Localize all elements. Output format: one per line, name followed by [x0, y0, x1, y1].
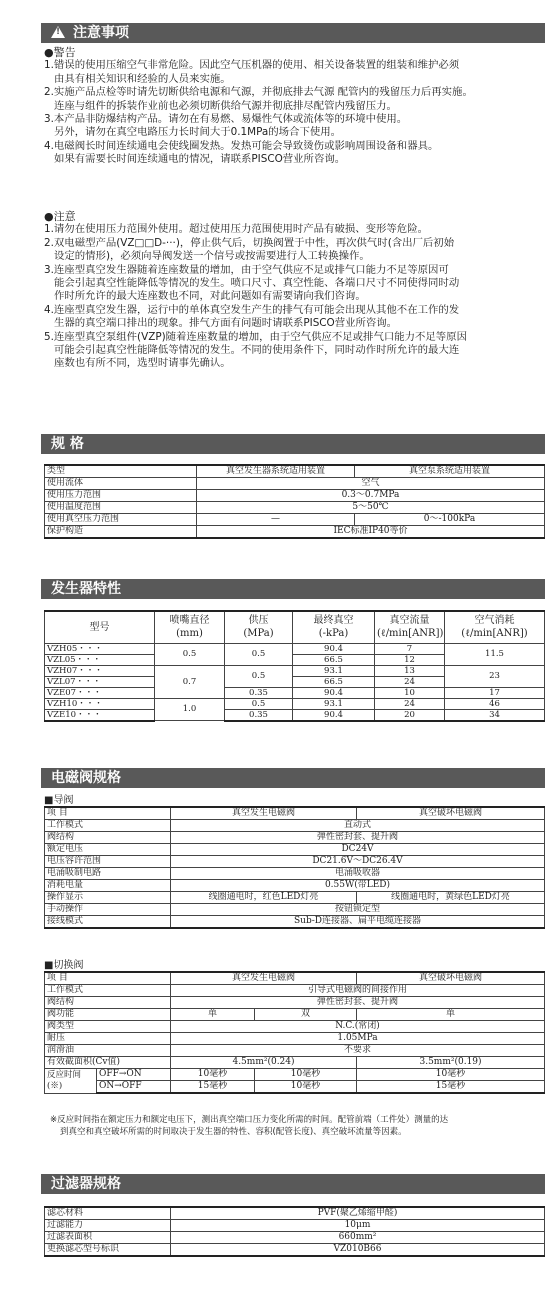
model-cell: VZL07・・・: [45, 676, 155, 687]
table-row: [45, 514, 545, 526]
table-cell: 线圈通电时，红色LED灯亮: [171, 892, 357, 904]
table-cell: 10毫秒: [357, 1069, 545, 1081]
table-row: [45, 868, 545, 880]
table-row: [45, 985, 545, 997]
table-cell: 90.4: [293, 709, 375, 721]
generator-title: 发生器特性: [51, 581, 121, 597]
table-cell: DC24V: [171, 844, 545, 856]
caution-line: 座数也有所不同，选型时请事先确认。: [54, 357, 231, 370]
table-cell: 类型: [45, 465, 197, 478]
table-cell: 3.5mm²(0.19): [357, 1057, 545, 1069]
table-cell: 10毫秒: [255, 1081, 357, 1094]
table-cell: 空气: [197, 478, 545, 490]
table-cell: 直动式: [171, 820, 545, 832]
table-row: [45, 465, 545, 478]
table-cell: 线圈通电时，黄绿色LED灯亮: [357, 892, 545, 904]
table-cell: 电涌吸收器: [171, 868, 545, 880]
table-header: 空气消耗 (ℓ/min[ANR]): [445, 611, 545, 643]
table-cell: 1.05MPa: [171, 1033, 545, 1045]
model-cell: VZH05・・・: [45, 643, 155, 654]
table-cell: 10毫秒: [171, 1069, 255, 1081]
generator-header: [41, 579, 545, 599]
table-row: [45, 490, 545, 502]
table-cell: 阀结构: [45, 997, 171, 1009]
caution-line: 设定的情形)，必须向导阀发送一个信号或按需要进行人工转换操作。: [54, 250, 370, 263]
table-cell: 90.4: [293, 687, 375, 698]
table-row: [45, 904, 545, 916]
table-cell: 0.7: [155, 665, 225, 698]
table-cell: IEC标准IP40等价: [197, 526, 545, 539]
table-row: [45, 1220, 545, 1232]
table-cell: 7: [375, 643, 445, 654]
table-row: [45, 1057, 545, 1069]
table-cell: 0.3～0.7MPa: [197, 490, 545, 502]
table-cell: 0.5: [225, 643, 293, 665]
caution-line: 作时所允许的最大连座数也不同，对此问题如有需要请向我们咨询。: [54, 290, 366, 303]
table-cell: 额定电压: [45, 844, 171, 856]
table-row: [45, 880, 545, 892]
table-cell: 使用真空压力范围: [45, 514, 197, 526]
table-header: 真空流量 (ℓ/min[ANR]): [375, 611, 445, 643]
table-cell: 真空破坏电磁阀: [357, 807, 545, 820]
table-row: [45, 844, 545, 856]
table-cell: 0.55W(带LED): [171, 880, 545, 892]
table-cell: ON→OFF: [97, 1081, 171, 1094]
warning-line: 1.错误的使用压缩空气非常危险。因此空气压机器的使用、相关设备装置的组装和维护必须: [44, 59, 460, 72]
table-cell: 0～-100kPa: [355, 514, 545, 526]
table-cell: N.C.(常闭): [171, 1021, 545, 1033]
table-row: [45, 1009, 545, 1021]
table-cell: 有效截面积(Cv值): [45, 1057, 171, 1069]
pilot-valve-heading: ■导阀: [44, 795, 74, 806]
model-cell: VZH07・・・: [45, 665, 155, 676]
table-cell: 660mm²: [171, 1232, 545, 1244]
table-cell: 反应时间(※): [45, 1069, 97, 1094]
table-cell: 66.5: [293, 654, 375, 665]
table-cell: 4.5mm²(0.24): [171, 1057, 357, 1069]
table-header: 喷嘴直径 (mm): [155, 611, 225, 643]
table-row: [45, 1081, 545, 1094]
table-cell: 0.35: [225, 687, 293, 698]
table-cell: 0.5: [225, 665, 293, 687]
table-row: [45, 997, 545, 1009]
table-cell: DC21.6V～DC26.4V: [171, 856, 545, 868]
table-row: [45, 687, 545, 698]
warning-line: 如果有需要长时间连续通电的情况，请联系PISCO营业所咨询。: [54, 153, 346, 166]
table-cell: 电涌吸制电路: [45, 868, 171, 880]
caution-line: 3.连座型真空发生器随着连座数量的增加，由于空气供应不足或排气口能力不足等原因可: [44, 263, 449, 276]
table-cell: 弹性密封套、提升阀: [171, 997, 545, 1009]
caution-line: 2.双电磁型产品(VZ□□D-···)，停止供气后，切换阀置于中性，再次供气时(含出厂后初始: [44, 236, 455, 249]
filter-table: [44, 1206, 545, 1257]
spec-title: 规 格: [51, 436, 84, 452]
table-cell: 过滤能力: [45, 1220, 171, 1232]
warning-line: 3.本产品非防爆结构产品。请勿在有易燃、易爆性气体或流体等的环境中使用。: [44, 113, 408, 126]
notice-title: 注意事项: [73, 25, 129, 41]
caution-line: 4.连座型真空发生器，运行中的单体真空发生产生的排气有可能会出现从其他不在工作的发: [44, 303, 460, 316]
table-row: [45, 1232, 545, 1244]
table-cell: 弹性密封套、提升阀: [171, 832, 545, 844]
table-cell: 真空泵系统适用装置: [355, 465, 545, 478]
table-cell: 10: [375, 687, 445, 698]
table-row: [45, 916, 545, 929]
table-cell: 46: [445, 698, 545, 709]
solenoid-header: [41, 768, 545, 788]
warning-line: 4.电磁阀长时间连续通电会使线圈发热。发热可能会导致烫伤或影响周围设备和器具。: [44, 139, 439, 152]
caution-heading: ●注意: [44, 210, 76, 223]
generator-table: [44, 610, 545, 722]
table-row: [45, 502, 545, 514]
table-cell: 滤芯材料: [45, 1207, 171, 1220]
table-cell: 5～50℃: [197, 502, 545, 514]
table-cell: 10毫秒: [255, 1069, 357, 1081]
table-cell: VZ010B66: [171, 1244, 545, 1257]
table-cell: 过滤表面积: [45, 1232, 171, 1244]
response-time-note: [50, 1114, 540, 1138]
table-header: 型号: [45, 611, 155, 643]
table-row: [45, 820, 545, 832]
filter-title: 过滤器规格: [51, 1176, 121, 1192]
table-row: [45, 1207, 545, 1220]
spec-header: [41, 434, 545, 454]
table-cell: 34: [445, 709, 545, 721]
table-cell: 电压容许范围: [45, 856, 171, 868]
table-row: [45, 807, 545, 820]
table-cell: 润滑油: [45, 1045, 171, 1057]
warning-line: 由具有相关知识和经验的人员来实施。: [54, 72, 231, 85]
spec-table: [44, 464, 545, 539]
table-cell: 更换滤芯型号标识: [45, 1244, 171, 1257]
table-row: [45, 1033, 545, 1045]
table-cell: —: [197, 514, 355, 526]
warning-line: 连座与组件的拆装作业前也必须切断供给气源并彻底排尽配管内残留压力。: [54, 99, 397, 112]
table-cell: 93.1: [293, 698, 375, 709]
table-cell: 双: [255, 1009, 357, 1021]
table-cell: 66.5: [293, 676, 375, 687]
model-cell: VZE07・・・: [45, 687, 155, 698]
table-row: [45, 526, 545, 539]
table-row: [45, 1021, 545, 1033]
table-cell: 0.35: [225, 709, 293, 721]
table-cell: 阀结构: [45, 832, 171, 844]
model-cell: VZH10・・・: [45, 698, 155, 709]
table-header: 供压 (MPa): [225, 611, 293, 643]
table-row: [45, 892, 545, 904]
table-cell: 24: [375, 698, 445, 709]
table-cell: 90.4: [293, 643, 375, 654]
table-cell: 使用温度范围: [45, 502, 197, 514]
table-cell: 工作模式: [45, 985, 171, 997]
table-cell: 17: [445, 687, 545, 698]
table-cell: 1.0: [155, 698, 225, 721]
table-cell: 单: [357, 1009, 545, 1021]
table-row: [45, 832, 545, 844]
table-cell: 单: [171, 1009, 255, 1021]
table-cell: 真空发生电磁阀: [171, 972, 357, 985]
note-line: 到真空和真空破坏所需的时间取决于发生器的特性、容积(配管长度)、真空破坏流量等因素。: [60, 1127, 407, 1137]
notice-header: [41, 23, 545, 43]
table-cell: Sub-D连接器、扁平电缆连接器: [171, 916, 545, 929]
caution-line: 可能会引起真空性能降低等情况的发生。不同的使用条件下，同时动作时所允许的最大连: [54, 344, 460, 357]
model-cell: VZE10・・・: [45, 709, 155, 721]
table-cell: 使用压力范围: [45, 490, 197, 502]
warning-line: 2.实施产品点检等时请先切断供给电源和气源，并彻底排去气源 配管内的残留压力后再实施。: [44, 86, 473, 99]
table-cell: 保护构造: [45, 526, 197, 539]
table-cell: 阀类型: [45, 1021, 171, 1033]
warning-line: 另外，请勿在真空电路压力长时间大于0.1MPa的场合下使用。: [54, 126, 342, 139]
table-cell: PVF(聚乙烯缩甲醛): [171, 1207, 545, 1220]
caution-block: [44, 210, 544, 371]
pilot-valve-table: [44, 806, 545, 929]
table-header: 最终真空 (-kPa): [293, 611, 375, 643]
switch-valve-table: [44, 971, 545, 1094]
table-cell: 接线模式: [45, 916, 171, 929]
table-cell: 不要求: [171, 1045, 545, 1057]
table-row: [45, 856, 545, 868]
table-row: [45, 611, 545, 643]
table-cell: 工作模式: [45, 820, 171, 832]
switch-valve-heading: ■切换阀: [44, 960, 84, 971]
table-cell: 真空发生电磁阀: [171, 807, 357, 820]
table-row: [45, 972, 545, 985]
table-cell: 15毫秒: [171, 1081, 255, 1094]
caution-line: 生器的真空端口排出的现象。排气方面有问题时请联系PISCO营业所咨询。: [54, 317, 398, 330]
table-cell: 24: [375, 676, 445, 687]
table-row: [45, 698, 545, 709]
table-cell: OFF→ON: [97, 1069, 171, 1081]
table-row: [45, 1244, 545, 1257]
table-cell: 13: [375, 665, 445, 676]
table-cell: 按钮锁定型: [171, 904, 545, 916]
table-cell: 11.5: [445, 643, 545, 665]
table-cell: 0.5: [155, 643, 225, 665]
solenoid-title: 电磁阀规格: [51, 770, 121, 786]
table-row: [45, 709, 545, 721]
caution-line: 能会引起真空性能降低等情况的发生。喷口尺寸、真空性能、各端口尺寸不同使得同时动: [54, 277, 460, 290]
warning-triangle-icon: [51, 26, 65, 38]
table-cell: 真空破坏电磁阀: [357, 972, 545, 985]
table-row: [45, 1069, 545, 1081]
warning-heading: ●警告: [44, 46, 76, 59]
table-cell: 10μm: [171, 1220, 545, 1232]
table-cell: 操作显示: [45, 892, 171, 904]
table-cell: 消耗电量: [45, 880, 171, 892]
model-cell: VZL05・・・: [45, 654, 155, 665]
caution-line: 1.请勿在使用压力范围外使用。超过使用压力范围使用时产品有破损、变形等危险。: [44, 223, 428, 236]
table-cell: 0.5: [225, 698, 293, 709]
table-cell: 93.1: [293, 665, 375, 676]
table-cell: 项 目: [45, 972, 171, 985]
note-line: ※反应时间指在额定压力和额定电压下，测出真空端口压力变化所需的时间。配管前端（工件处）测量的达: [50, 1115, 449, 1125]
table-cell: 手动操作: [45, 904, 171, 916]
table-row: [45, 1045, 545, 1057]
filter-header: [41, 1174, 545, 1194]
table-cell: 项 目: [45, 807, 171, 820]
table-cell: 引导式电磁阀的间接作用: [171, 985, 545, 997]
table-cell: 真空发生器系统适用装置: [197, 465, 355, 478]
table-cell: 12: [375, 654, 445, 665]
warning-block: [44, 46, 544, 167]
table-cell: 15毫秒: [357, 1081, 545, 1094]
table-cell: 使用流体: [45, 478, 197, 490]
table-cell: 23: [445, 665, 545, 687]
table-cell: 耐压: [45, 1033, 171, 1045]
table-cell: 20: [375, 709, 445, 721]
table-cell: 阀功能: [45, 1009, 171, 1021]
table-row: [45, 643, 545, 654]
caution-line: 5.连座型真空泵组件(VZP)随着连座数量的增加，由于空气供应不足或排气口能力不足等原因: [44, 330, 467, 343]
table-row: [45, 478, 545, 490]
table-row: [45, 665, 545, 676]
